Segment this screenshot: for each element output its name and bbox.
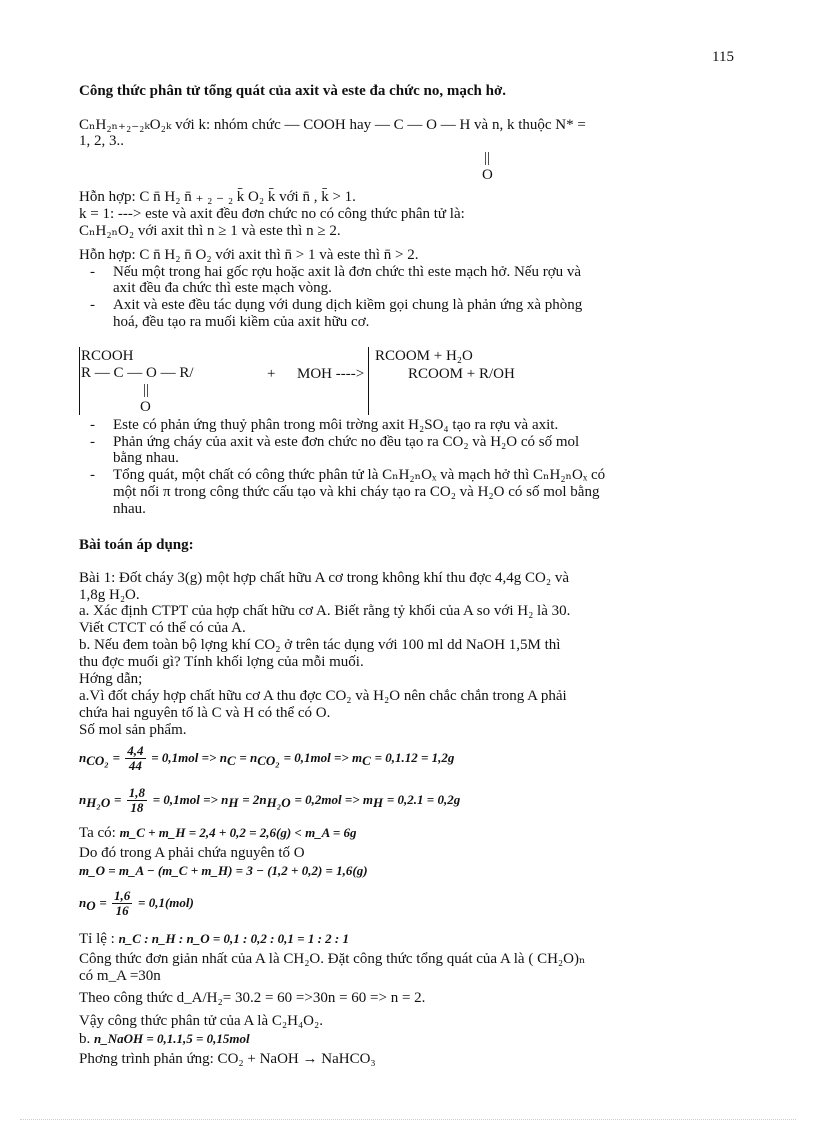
mass-a-line: có m_A =30n [79, 968, 161, 984]
fraction [127, 786, 147, 815]
bullet-text: hoá, đều tạo ra muối kiềm của axit hữu cơ. [113, 314, 370, 330]
taco-line [79, 824, 357, 842]
k1-formula: CₙH₂ₙO₂ với axit thì n ≥ 1 và este thì n ≥ 2. [79, 223, 341, 239]
reaction-ester-oxygen: O [140, 399, 151, 415]
bullet-dash: - [90, 264, 95, 280]
fraction [125, 744, 145, 773]
carbonyl-double-bond: || [484, 150, 491, 166]
bullet-dash: - [90, 297, 95, 313]
bullet-text: Nếu một trong hai gốc rợu hoặc axit là đơn chức thì este mạch hở. Nếu rợu và [113, 264, 582, 280]
bullet-text: nhau. [113, 501, 146, 517]
page-heading: Công thức phân tử tổng quát của axit và este đa chức no, mạch hở. [79, 83, 507, 99]
general-formula-cont: 1, 2, 3.. [79, 133, 124, 149]
reaction-reagent: MOH ----> [297, 366, 365, 382]
mass-oxygen-equation: m_O = m_A − (m_C + m_H) = 3 − (1,2 + 0,2) = 1,6(g) [79, 863, 368, 878]
problem-line: Hớng dẫn; [79, 671, 143, 687]
problem-line: Viết CTCT có thể có của A. [79, 620, 246, 636]
reaction-plus: + [267, 366, 276, 382]
eq-sub: H [373, 794, 384, 810]
page-number: 115 [712, 49, 734, 65]
eq-term: = 2n [242, 791, 267, 807]
fraction-denominator: 18 [130, 800, 144, 815]
problem-line: 1,8g H₂O. [79, 587, 140, 603]
eq-term: = 0,2mol => m [294, 791, 374, 807]
eq-sub: H [228, 794, 239, 810]
eq-sub: C [362, 752, 371, 768]
bullet-dash: - [90, 434, 95, 450]
bullet-dash: - [90, 467, 95, 483]
eq-term: = 0,1mol => n [152, 791, 229, 807]
bullet-text: Axit và este đều tác dụng với dung dịch kiềm gọi chung là phản ứng xà phòng [113, 297, 583, 313]
mixture-line-2: Hỗn hợp: C n̄ H₂ n̄ O₂ với axit thì n̄ > 1 và este thì n̄ > 2. [79, 247, 419, 263]
ratio-line [79, 930, 349, 948]
taco-equation: m_C + m_H = 2,4 + 0,2 = 2,6(g) < m_A = 6g [119, 825, 357, 840]
fraction-numerator: 1,6 [114, 888, 131, 903]
ratio-label: Tỉ lệ : [79, 931, 115, 947]
eq-sub: CO₂ [257, 752, 280, 768]
reaction-product-1: RCOOM + H₂O [375, 348, 473, 364]
eq-sub: H₂O [86, 794, 111, 810]
problem-line: thu đợc muối gì? Tính khối lợng của mỗi muối. [79, 654, 364, 670]
eq-term: = 0,1mol => n [151, 749, 227, 765]
bullet-text: Tổng quát, một chất có công thức phân tử là CₙH₂ₙOₓ và mạch hở thì CₙH₂ₙOₓ có [113, 467, 606, 483]
ratio-equation: n_C : n_H : n_O = 0,1 : 0,2 : 0,1 = 1 : 2 : 1 [118, 931, 349, 946]
k1-line: k = 1: ---> este và axit đều đơn chức no có công thức phân tử là: [79, 206, 465, 222]
equation-moles-h2o: $n_{H_2O}$ = $\frac{1,8}{18}$ = $0,1mol => n_H = 2n_{H_2O} = 0,2mol => m_H = 0,2.1 = 0,2g$ [79, 785, 461, 815]
equation-moles-o: $n_O$ = $\frac{1,6}{16}$ = 0,1(mol) [79, 888, 194, 918]
reaction-reactant-acid: RCOOH [81, 348, 134, 364]
bullet-text: Este có phản ứng thuỷ phân trong môi trờng axit H₂SO₄ tạo ra rợu và axit. [113, 417, 559, 433]
eq-term: n [79, 791, 87, 807]
eq-term: n [79, 749, 87, 765]
bullet-text: axit đều đa chức thì este mạch vòng. [113, 280, 332, 296]
fraction-denominator: 44 [128, 758, 142, 773]
eq-term: = 0,1.12 = 1,2g [374, 749, 455, 765]
reaction-bracket-left [79, 347, 80, 415]
fraction-denominator: 16 [115, 903, 129, 918]
do-do-line: Do đó trong A phải chứa nguyên tố O [79, 845, 305, 861]
eq-sub: C [226, 752, 236, 768]
part-b-label: b. [79, 1031, 91, 1047]
part-b-line [79, 1030, 250, 1048]
conclusion-line: Vậy công thức phân tử của A là C₂H₄O₂. [79, 1013, 323, 1029]
eq-term: = 0,2.1 = 0,2g [386, 791, 461, 807]
eq-sub: O [86, 897, 96, 913]
carbonyl-oxygen: O [482, 167, 493, 183]
reaction-bracket-right [368, 347, 369, 415]
bullet-text: Phản ứng cháy của axit và este đơn chức no đều tạo ra CO₂ và H₂O có số mol [113, 434, 580, 450]
eq-term: = 0,1(mol) [138, 894, 194, 910]
page-bottom-divider [20, 1119, 796, 1120]
reaction-ester-bond: || [143, 382, 150, 398]
eq-term: = 0,1mol => m [283, 749, 363, 765]
problem-line: a.Vì đốt cháy hợp chất hữu cơ A thu đợc CO₂ và H₂O nên chắc chắn trong A phải [79, 688, 567, 704]
fraction-numerator: 4,4 [127, 743, 144, 758]
general-formula: CₙH₂ₙ₊₂₋₂ₖO₂ₖ với k: nhóm chức — COOH hay — C — O — H và n, k thuộc N* = [79, 117, 586, 133]
equation-moles-co2: $n_{CO_2}$ = $\frac{4,4}{44}$ = $0,1mol => n_C = n_{CO_2} = 0,1mol => m_C = 0,1.12 = 1,2g$ [79, 743, 455, 773]
problem-line: Bài 1: Đốt cháy 3(g) một hợp chất hữu A cơ trong không khí thu đợc 4,4g CO₂ và [79, 570, 570, 586]
bullet-text: bằng nhau. [113, 450, 179, 466]
bullet-dash: - [90, 417, 95, 433]
reaction-product-2: RCOOM + R/OH [408, 366, 515, 382]
fraction [112, 889, 132, 918]
mixture-line-1: Hỗn hợp: C n̄ H₂ n̄ ₊ ₂ ₋ ₂ k̄ O₂ k̄ với n̄ , k̄ > 1. [79, 189, 356, 205]
reaction-equation-line: Phơng trình phản ứng: CO₂ + NaOH → NaHCO₃ [79, 1051, 376, 1067]
problem-line: b. Nếu đem toàn bộ lợng khí CO₂ ở trên tác dụng với 100 ml dd NaOH 1,5M thì [79, 637, 561, 653]
eq-sub: CO₂ [86, 752, 109, 768]
section-title: Bài toán áp dụng: [79, 537, 194, 553]
eq-term: n [79, 894, 87, 910]
taco-label: Ta có: [79, 825, 116, 841]
simplest-formula-line: Công thức đơn giản nhất của A là CH₂O. Đặt công thức tổng quát của A là ( CH₂O)ₙ [79, 951, 586, 967]
eq-sub: H₂O [266, 794, 291, 810]
problem-line: a. Xác định CTPT của hợp chất hữu cơ A. Biết rằng tỷ khối của A so với H₂ là 30. [79, 603, 571, 619]
reaction-reactant-ester: R — C — O — R/ [81, 365, 194, 381]
problem-line: chứa hai nguyên tố là C và H có thể có O. [79, 705, 331, 721]
density-line: Theo công thức d_A/H₂= 30.2 = 60 =>30n = 60 => n = 2. [79, 990, 426, 1006]
fraction-numerator: 1,8 [128, 785, 145, 800]
eq-term: = n [239, 749, 258, 765]
naoh-moles-equation: n_NaOH = 0,1.1,5 = 0,15mol [94, 1031, 250, 1046]
bullet-text: một nối π trong công thức cấu tạo và khi cháy tạo ra CO₂ và H₂O có số mol bằng [113, 484, 600, 500]
problem-line: Số mol sản phẩm. [79, 722, 187, 738]
